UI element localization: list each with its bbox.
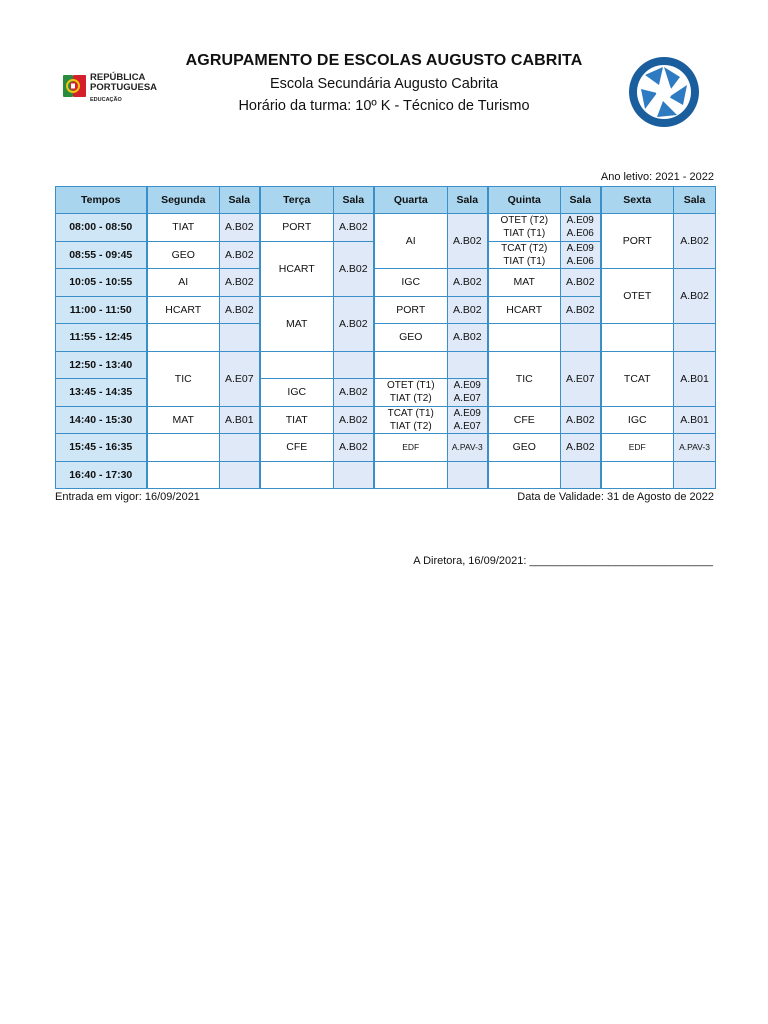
header-sala: Sala — [674, 187, 716, 214]
director-signature-line: A Diretora, 16/09/2021: ______________________________ — [413, 555, 713, 567]
class-group-a: TCAT (T1) — [387, 407, 434, 419]
room-group-a: A.E09 — [453, 407, 481, 419]
class-cell: OTET — [601, 269, 674, 324]
class-group-b: TIAT (T2) — [389, 393, 432, 405]
header-sala: Sala — [448, 187, 488, 214]
room-cell — [220, 461, 260, 489]
header — [0, 52, 768, 114]
class-group-b: TIAT (T1) — [503, 255, 546, 267]
class-cell: EDF — [601, 434, 674, 462]
header-sala: Sala — [561, 187, 601, 214]
class-cell: PORT — [601, 214, 674, 269]
room-cell-split — [561, 214, 601, 242]
time-slot: 16:40 - 17:30 — [56, 461, 147, 489]
room-cell: A.B02 — [674, 269, 716, 324]
room-cell — [561, 324, 601, 352]
room-group-a: A.E09 — [566, 242, 594, 254]
header-quarta: Quarta — [374, 187, 448, 214]
school-group-title: AGRUPAMENTO DE ESCOLAS AUGUSTO CABRITA — [185, 52, 583, 69]
effective-date: Entrada em vigor: 16/09/2021 — [55, 491, 200, 503]
class-cell: TCAT — [601, 351, 674, 406]
room-cell — [448, 351, 488, 379]
class-group-b: TIAT (T2) — [389, 420, 432, 432]
class-cell — [374, 461, 448, 489]
class-group-a: OTET (T1) — [386, 380, 435, 392]
table-row — [56, 269, 716, 297]
header-sala: Sala — [220, 187, 260, 214]
table-row — [56, 324, 716, 352]
class-cell: IGC — [601, 406, 674, 434]
class-cell — [147, 324, 220, 352]
class-cell: PORT — [260, 214, 334, 242]
time-slot: 14:40 - 15:30 — [56, 406, 147, 434]
room-cell: A.B02 — [220, 296, 260, 324]
class-cell-split — [374, 406, 448, 434]
room-cell: A.B02 — [220, 241, 260, 269]
room-cell — [334, 351, 374, 379]
room-cell: A.B02 — [334, 214, 374, 242]
class-group-a: OTET (T2) — [500, 215, 549, 227]
room-cell: A.B02 — [220, 214, 260, 242]
class-cell: TIAT — [260, 406, 334, 434]
class-cell — [601, 324, 674, 352]
header-sala: Sala — [334, 187, 374, 214]
room-cell — [220, 434, 260, 462]
class-cell: IGC — [260, 379, 334, 407]
room-cell-split — [561, 241, 601, 269]
room-group-a: A.E09 — [453, 380, 481, 392]
room-cell-split — [448, 379, 488, 407]
class-cell: GEO — [374, 324, 448, 352]
class-group-b: TIAT (T1) — [503, 228, 546, 240]
room-cell: A.B02 — [334, 241, 374, 296]
room-cell: A.E07 — [561, 351, 601, 406]
room-cell: A.B02 — [448, 214, 488, 269]
room-cell — [674, 461, 716, 489]
class-cell-split — [488, 214, 561, 242]
time-slot: 10:05 - 10:55 — [56, 269, 147, 297]
class-cell — [488, 461, 561, 489]
room-cell: A.B02 — [334, 406, 374, 434]
room-cell — [334, 461, 374, 489]
class-cell — [488, 324, 561, 352]
class-cell: CFE — [260, 434, 334, 462]
room-group-a: A.E09 — [566, 215, 594, 227]
class-cell: TIC — [147, 351, 220, 406]
class-cell: MAT — [260, 296, 334, 351]
class-cell: AI — [374, 214, 448, 269]
time-slot: 13:45 - 14:35 — [56, 379, 147, 407]
time-slot: 08:00 - 08:50 — [56, 214, 147, 242]
class-cell: PORT — [374, 296, 448, 324]
class-cell: MAT — [147, 406, 220, 434]
room-group-b: A.E06 — [566, 228, 594, 240]
table-row — [56, 406, 716, 434]
room-cell — [448, 461, 488, 489]
header-terca: Terça — [260, 187, 334, 214]
table-row — [56, 434, 716, 462]
class-schedule-line: Horário da turma: 10º K - Técnico de Turismo — [238, 98, 530, 114]
class-cell: GEO — [147, 241, 220, 269]
class-cell: TIC — [488, 351, 561, 406]
class-cell: HCART — [260, 241, 334, 296]
room-cell — [220, 324, 260, 352]
table-row — [56, 214, 716, 242]
room-cell: A.B02 — [334, 434, 374, 462]
class-group-a: TCAT (T2) — [501, 242, 548, 254]
class-cell — [147, 434, 220, 462]
school-name: Escola Secundária Augusto Cabrita — [269, 76, 499, 92]
table-header-row — [56, 187, 716, 214]
school-year: Ano letivo: 2021 - 2022 — [600, 171, 714, 183]
class-cell: IGC — [374, 269, 448, 297]
class-cell: CFE — [488, 406, 561, 434]
room-group-b: A.E07 — [453, 393, 481, 405]
room-cell: A.B01 — [220, 406, 260, 434]
time-slot: 11:55 - 12:45 — [56, 324, 147, 352]
class-cell — [260, 461, 334, 489]
room-cell: A.B01 — [674, 351, 716, 406]
class-cell: MAT — [488, 269, 561, 297]
room-group-b: A.E06 — [566, 255, 594, 267]
time-slot: 11:00 - 11:50 — [56, 296, 147, 324]
class-cell — [601, 461, 674, 489]
room-cell — [561, 461, 601, 489]
room-cell: A.B02 — [448, 324, 488, 352]
room-cell: A.B02 — [561, 406, 601, 434]
class-cell: EDF — [374, 434, 448, 462]
room-cell: A.E07 — [220, 351, 260, 406]
class-cell: HCART — [147, 296, 220, 324]
room-cell: A.B02 — [220, 269, 260, 297]
class-cell: AI — [147, 269, 220, 297]
room-cell: A.B02 — [448, 269, 488, 297]
room-cell — [674, 324, 716, 352]
room-cell: A.B02 — [561, 296, 601, 324]
schedule-table — [55, 186, 716, 489]
room-cell: A.PAV-3 — [448, 434, 488, 462]
room-group-b: A.E07 — [453, 420, 481, 432]
class-cell-split — [488, 241, 561, 269]
room-cell-split — [448, 406, 488, 434]
time-slot: 08:55 - 09:45 — [56, 241, 147, 269]
class-cell — [147, 461, 220, 489]
room-cell: A.B02 — [561, 269, 601, 297]
validity-date: Data de Validade: 31 de Agosto de 2022 — [517, 491, 714, 503]
header-tempos: Tempos — [56, 187, 147, 214]
table-row — [56, 461, 716, 489]
class-cell — [374, 351, 448, 379]
room-cell: A.B02 — [448, 296, 488, 324]
table-row — [56, 351, 716, 379]
header-sexta: Sexta — [601, 187, 674, 214]
class-cell: GEO — [488, 434, 561, 462]
header-quinta: Quinta — [488, 187, 561, 214]
room-cell: A.B02 — [674, 214, 716, 269]
class-cell-split — [374, 379, 448, 407]
logo-text-line2: PORTUGUESA — [90, 82, 158, 93]
room-cell: A.B02 — [334, 379, 374, 407]
room-cell: A.B02 — [334, 296, 374, 351]
class-cell: HCART — [488, 296, 561, 324]
time-slot: 15:45 - 16:35 — [56, 434, 147, 462]
room-cell: A.PAV-3 — [674, 434, 716, 462]
header-segunda: Segunda — [147, 187, 220, 214]
logo-text-line3: EDUCAÇÃO — [90, 97, 122, 103]
logo-text-line1: REPÚBLICA — [90, 72, 146, 83]
time-slot: 12:50 - 13:40 — [56, 351, 147, 379]
class-cell — [260, 351, 334, 379]
class-cell: TIAT — [147, 214, 220, 242]
room-cell: A.B02 — [561, 434, 601, 462]
room-cell: A.B01 — [674, 406, 716, 434]
